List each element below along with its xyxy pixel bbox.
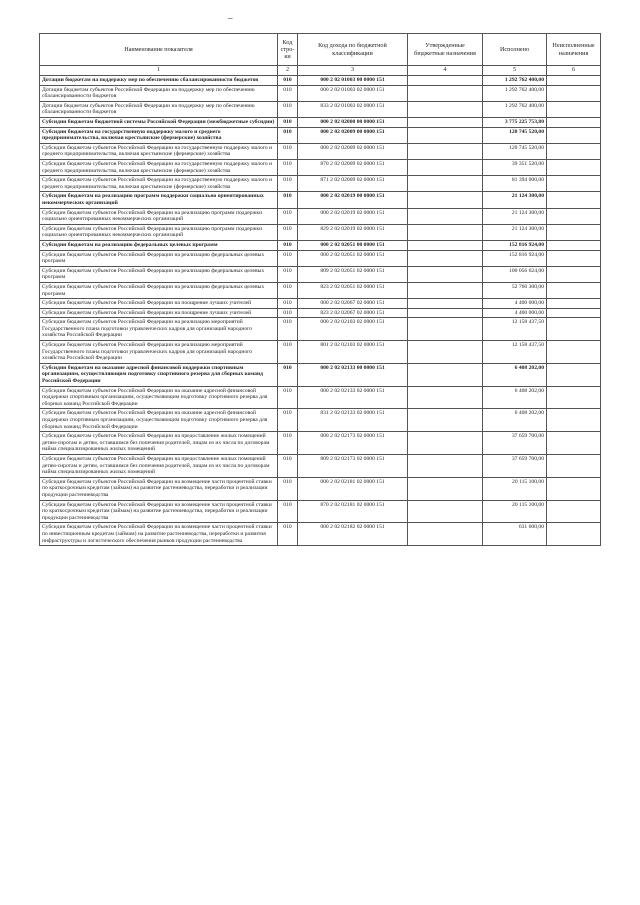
row-approved [408,477,483,500]
row-unexecuted [547,477,601,500]
row-executed: 12 158 437,50 [483,341,547,364]
col-header-executed: Исполнено [483,34,547,66]
row-approved [408,208,483,224]
row-name: Дотации бюджетам субъектов Российской Федерации на поддержку мер по обеспечению сбалансированности бюджетов [40,85,278,101]
row-approved [408,224,483,240]
row-unexecuted [547,118,601,128]
row-unexecuted [547,127,601,143]
table-row [40,176,601,192]
row-unexecuted [547,454,601,477]
table-row [40,363,601,386]
row-line-code: 010 [278,477,298,500]
table-row [40,282,601,298]
table-row [40,143,601,159]
row-income-code: 000 2 02 02173 02 0000 151 [298,432,408,455]
row-unexecuted [547,409,601,432]
row-approved [408,282,483,298]
row-approved [408,127,483,143]
row-unexecuted [547,308,601,318]
row-line-code: 010 [278,282,298,298]
row-line-code: 010 [278,454,298,477]
row-income-code: 870 2 02 02009 02 0000 151 [298,160,408,176]
row-unexecuted [547,176,601,192]
row-unexecuted [547,341,601,364]
column-number: 2 [278,66,298,76]
row-executed: 6 408 202,00 [483,386,547,409]
row-income-code: 000 2 02 01003 00 0000 151 [298,76,408,86]
row-approved [408,176,483,192]
row-executed: 3 775 225 753,80 [483,118,547,128]
row-approved [408,341,483,364]
row-income-code: 870 2 02 02181 02 0000 151 [298,500,408,523]
col-header-unexecuted: Неисполненные назначения [547,34,601,66]
row-approved [408,454,483,477]
row-income-code: 000 2 02 02051 02 0000 151 [298,250,408,266]
row-unexecuted [547,76,601,86]
row-executed: 1 292 762 400,00 [483,76,547,86]
row-name: Субсидии бюджетам субъектов Российской Федерации на реализацию программ поддержки социально ориентированных некоммерческих организаций [40,224,278,240]
row-executed: 6 408 202,00 [483,363,547,386]
row-name: Субсидии бюджетам на реализацию программ поддержки социально ориентированных некоммерческих организаций [40,192,278,208]
row-approved [408,266,483,282]
table-row [40,224,601,240]
row-unexecuted [547,318,601,341]
table-row [40,477,601,500]
row-income-code: 000 2 02 02133 00 0000 151 [298,363,408,386]
row-unexecuted [547,500,601,523]
row-name: Субсидии бюджетам субъектов Российской Федерации на реализацию федеральных целевых программ [40,266,278,282]
row-line-code: 010 [278,318,298,341]
row-name: Субсидии бюджетам субъектов Российской Федерации на предоставление жилых помещений детям-сиротам и детям, оставшимся без попечения родителей, лицам из их числа по договорам найма специализированных жилых помещений [40,432,278,455]
row-name: Субсидии бюджетам субъектов Российской Федерации на реализацию федеральных целевых программ [40,282,278,298]
row-income-code: 871 2 02 02009 02 0000 151 [298,176,408,192]
row-line-code: 010 [278,101,298,117]
table-row [40,454,601,477]
row-approved [408,308,483,318]
table-row [40,160,601,176]
row-unexecuted [547,224,601,240]
row-unexecuted [547,432,601,455]
row-approved [408,409,483,432]
row-name: Субсидии бюджетам субъектов Российской Федерации на предоставление жилых помещений детям-сиротам и детям, оставшимся без попечения родителей, лицам из их числа по договорам найма специализированных жилых помещений [40,454,278,477]
row-approved [408,240,483,250]
row-name: Субсидии бюджетам субъектов Российской Федерации на возмещение части процентной ставки по краткосрочным кредитам (займам) на развитие растениеводства, переработки и реализации продукции растениеводства [40,477,278,500]
row-executed: 21 124 300,00 [483,224,547,240]
col-header-line-code: Код стро-ки [278,34,298,66]
row-name: Субсидии бюджетам субъектов Российской Федерации на оказание адресной финансовой поддержки спортивным организациям, осуществляющим подготовку спортивного резерва для сборных команд Российской Федерации [40,409,278,432]
row-line-code: 010 [278,299,298,309]
row-unexecuted [547,523,601,546]
row-executed: 100 056 624,00 [483,266,547,282]
row-executed: 120 745 520,00 [483,127,547,143]
table-row [40,341,601,364]
table-row [40,76,601,86]
row-unexecuted [547,192,601,208]
table-row [40,308,601,318]
table-row [40,240,601,250]
row-unexecuted [547,101,601,117]
row-line-code: 010 [278,432,298,455]
row-income-code: 000 2 02 02133 02 0000 151 [298,386,408,409]
row-line-code: 010 [278,409,298,432]
row-income-code: 833 2 02 01003 02 0000 151 [298,101,408,117]
table-row [40,432,601,455]
col-header-income-code: Код дохода по бюджетной классификации [298,34,408,66]
row-executed: 81 394 000,00 [483,176,547,192]
row-name: Субсидии бюджетам субъектов Российской Федерации на реализацию мероприятий Государственного плана подготовки управленческих кадров для организаций народного хозяйства Российской Федерации [40,318,278,341]
row-line-code: 010 [278,85,298,101]
table-row [40,101,601,117]
header-row [40,34,601,66]
row-income-code: 000 2 02 02051 00 0000 151 [298,240,408,250]
row-name: Субсидии бюджетам бюджетной системы Российской Федерации (межбюджетные субсидии) [40,118,278,128]
table-row [40,118,601,128]
row-line-code: 010 [278,386,298,409]
table-row [40,250,601,266]
row-line-code: 010 [278,76,298,86]
row-approved [408,386,483,409]
table-row [40,266,601,282]
row-income-code: 000 2 02 02067 02 0000 151 [298,299,408,309]
row-approved [408,500,483,523]
row-unexecuted [547,386,601,409]
column-number: 6 [547,66,601,76]
row-unexecuted [547,85,601,101]
row-name: Дотации бюджетам субъектов Российской Федерации на поддержку мер по обеспечению сбалансированности бюджетов [40,101,278,117]
column-number: 4 [408,66,483,76]
col-header-approved: Утвержденные бюджетные назначения [408,34,483,66]
row-name: Субсидии бюджетам субъектов Российской Федерации на оказание адресной финансовой поддержки спортивным организациям, осуществляющим подготовку спортивного резерва для сборных команд Российской Федерации [40,386,278,409]
row-unexecuted [547,208,601,224]
row-line-code: 010 [278,176,298,192]
row-executed: 631 600,00 [483,523,547,546]
budget-table [39,33,601,546]
row-line-code: 010 [278,308,298,318]
row-income-code: 000 2 02 02019 00 0000 151 [298,192,408,208]
row-executed: 6 408 202,00 [483,409,547,432]
row-unexecuted [547,143,601,159]
row-line-code: 010 [278,118,298,128]
row-executed: 37 659 700,00 [483,432,547,455]
row-name: Субсидии бюджетам субъектов Российской Федерации на поощрение лучших учителей [40,308,278,318]
row-executed: 39 351 520,00 [483,160,547,176]
row-executed: 37 659 700,00 [483,454,547,477]
row-approved [408,118,483,128]
row-name: Субсидии бюджетам на государственную поддержку малого и среднего предпринимательства, включая крестьянские (фермерские) хозяйства [40,127,278,143]
row-unexecuted [547,160,601,176]
row-executed: 152 816 924,00 [483,240,547,250]
row-unexecuted [547,266,601,282]
row-approved [408,432,483,455]
row-income-code: 000 2 02 02182 02 0000 151 [298,523,408,546]
row-line-code: 010 [278,192,298,208]
row-unexecuted [547,363,601,386]
row-approved [408,160,483,176]
row-executed: 20 115 100,00 [483,500,547,523]
row-executed: 4 400 000,00 [483,308,547,318]
row-income-code: 823 2 02 02051 02 0000 151 [298,282,408,298]
row-name: Субсидии бюджетам субъектов Российской Федерации на реализацию мероприятий Государственного плана подготовки управленческих кадров для организаций народного хозяйства Российской Федерации [40,341,278,364]
row-executed: 52 760 300,00 [483,282,547,298]
row-unexecuted [547,282,601,298]
row-income-code: 823 2 02 02067 02 0000 151 [298,308,408,318]
row-name: Субсидии бюджетам на оказание адресной финансовой поддержки спортивным организациям, осуществляющим подготовку спортивного резерва для сборных команд Российской Федерации [40,363,278,386]
row-income-code: 000 2 02 01003 02 0000 151 [298,85,408,101]
row-name: Субсидии бюджетам субъектов Российской Федерации на государственную поддержку малого и среднего предпринимательства, включая крестьянские (фермерские) хозяйства [40,160,278,176]
row-executed: 120 745 520,00 [483,143,547,159]
row-name: Субсидии бюджетам субъектов Российской Федерации на возмещение части процентной ставки по краткосрочным кредитам (займам) на развитие растениеводства, переработки и реализации продукции растениеводства [40,500,278,523]
row-income-code: 000 2 02 02103 02 0000 151 [298,318,408,341]
table-row [40,409,601,432]
row-line-code: 010 [278,266,298,282]
row-unexecuted [547,240,601,250]
col-header-name: Наименование показателя [40,34,278,66]
row-line-code: 010 [278,208,298,224]
row-approved [408,101,483,117]
row-line-code: 010 [278,523,298,546]
table-row [40,299,601,309]
row-income-code: 829 2 02 02019 02 0000 151 [298,224,408,240]
row-income-code: 809 2 02 02173 02 0000 151 [298,454,408,477]
row-income-code: 809 2 02 02051 02 0000 151 [298,266,408,282]
table-row [40,192,601,208]
row-executed: 21 124 300,00 [483,208,547,224]
row-line-code: 010 [278,127,298,143]
row-line-code: 010 [278,160,298,176]
row-approved [408,76,483,86]
row-approved [408,299,483,309]
row-approved [408,250,483,266]
row-name: Субсидии бюджетам субъектов Российской Федерации на реализацию программ поддержки социально ориентированных некоммерческих организаций [40,208,278,224]
table-row [40,500,601,523]
row-name: Субсидии бюджетам субъектов Российской Федерации на реализацию федеральных целевых программ [40,250,278,266]
row-income-code: 000 2 02 02009 00 0000 151 [298,127,408,143]
row-line-code: 010 [278,341,298,364]
row-name: Дотации бюджетам на поддержку мер по обеспечению сбалансированности бюджетов [40,76,278,86]
row-income-code: 000 2 02 02181 02 0000 151 [298,477,408,500]
row-unexecuted [547,299,601,309]
column-number: 5 [483,66,547,76]
row-approved [408,143,483,159]
table-row [40,208,601,224]
column-number-row [40,66,601,76]
row-income-code: 000 2 02 02000 00 0000 151 [298,118,408,128]
row-name: Субсидии бюджетам субъектов Российской Федерации на государственную поддержку малого и среднего предпринимательства, включая крестьянские (фермерские) хозяйства [40,143,278,159]
row-line-code: 010 [278,240,298,250]
row-line-code: 010 [278,250,298,266]
row-income-code: 831 2 02 02133 02 0000 151 [298,409,408,432]
row-executed: 152 816 924,00 [483,250,547,266]
row-line-code: 010 [278,224,298,240]
column-number: 3 [298,66,408,76]
row-line-code: 010 [278,363,298,386]
row-income-code: 000 2 02 02019 02 0000 151 [298,208,408,224]
row-approved [408,192,483,208]
row-approved [408,85,483,101]
row-income-code: 801 2 02 02103 02 0000 151 [298,341,408,364]
row-unexecuted [547,250,601,266]
table-row [40,127,601,143]
column-number: 1 [40,66,278,76]
top-mark: _ [228,10,233,20]
row-executed: 4 400 000,00 [483,299,547,309]
table-row [40,386,601,409]
row-name: Субсидии бюджетам субъектов Российской Федерации на государственную поддержку малого и среднего предпринимательства, включая крестьянские (фермерские) хозяйства [40,176,278,192]
row-executed: 20 115 100,00 [483,477,547,500]
row-approved [408,523,483,546]
table-row [40,523,601,546]
table-row [40,85,601,101]
row-executed: 21 124 300,00 [483,192,547,208]
row-approved [408,318,483,341]
row-name: Субсидии бюджетам на реализацию федеральных целевых программ [40,240,278,250]
row-executed: 1 292 762 400,00 [483,85,547,101]
row-name: Субсидии бюджетам субъектов Российской Федерации на поощрение лучших учителей [40,299,278,309]
row-executed: 12 158 437,50 [483,318,547,341]
row-approved [408,363,483,386]
row-line-code: 010 [278,500,298,523]
row-name: Субсидии бюджетам субъектов Российской Федерации на возмещение части процентной ставки по инвестиционным кредитам (займам) на развитие растениеводства, переработки и развития инфраструктуры и логистического обеспечения рынков продукции растениеводства [40,523,278,546]
row-income-code: 000 2 02 02009 02 0000 151 [298,143,408,159]
table-row [40,318,601,341]
row-line-code: 010 [278,143,298,159]
row-executed: 1 292 762 400,00 [483,101,547,117]
